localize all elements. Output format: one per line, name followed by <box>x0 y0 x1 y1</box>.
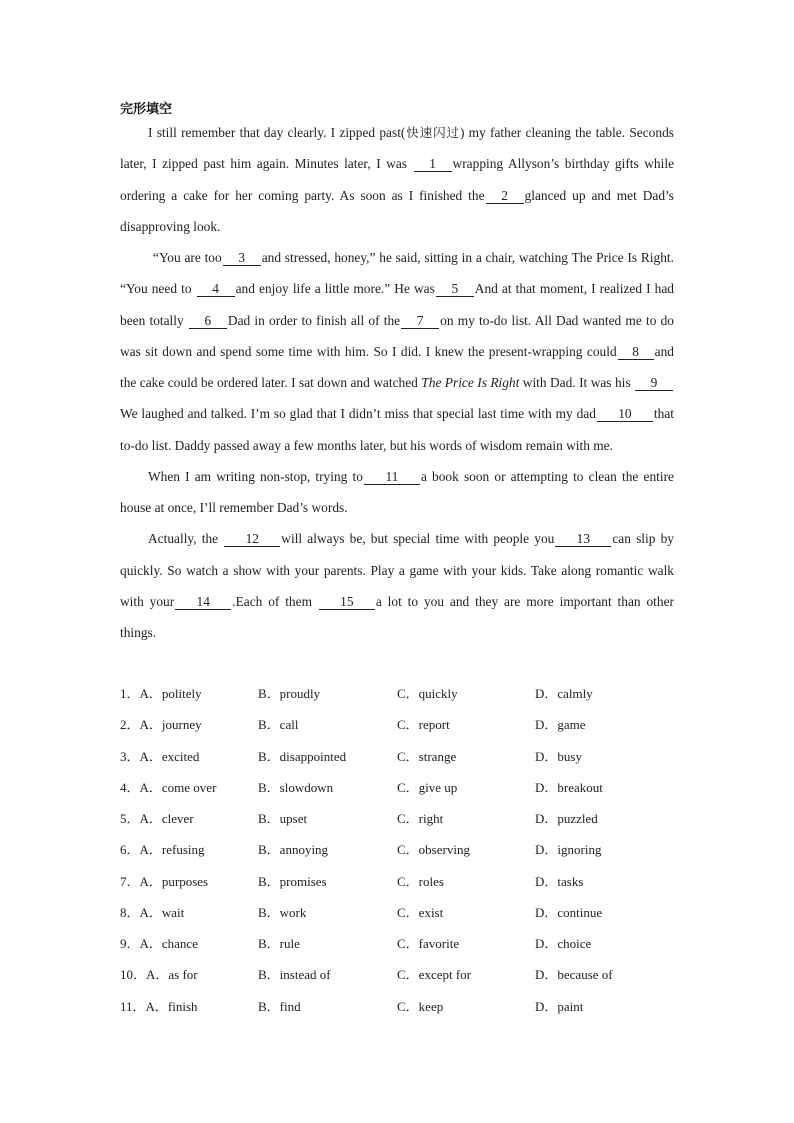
option-a[interactable] <box>120 709 202 740</box>
text-segment: a book soon or attempting to clean the entire house at once, I’ll remember Dad’s words. <box>120 468 674 515</box>
blank-4: 4 <box>197 281 235 297</box>
question-number: 6．A． <box>120 842 162 858</box>
option-c[interactable]: C．report <box>397 717 450 733</box>
option-a-text: wait <box>161 904 185 920</box>
option-b[interactable]: B．annoying <box>258 842 329 858</box>
text-segment: wrapping Allyson’s birthday gifts while ordering a cake for her coming party. As soon as I finished the <box>120 156 675 203</box>
question-number: 10．A． <box>120 967 169 983</box>
option-d[interactable]: D．breakout <box>535 779 603 795</box>
blank-5: 5 <box>436 281 474 297</box>
blank-7: 7 <box>401 313 439 329</box>
text-segment: And at that moment, I realized I had been totally <box>120 281 674 328</box>
text-segment: and enjoy life a little more.” He was <box>235 281 435 297</box>
blank-15: 15 <box>319 594 375 610</box>
option-b[interactable]: B．instead of <box>258 967 331 983</box>
section-heading: 完形填空 <box>120 102 173 117</box>
cloze-passage <box>120 117 674 648</box>
text-segment: ) my father cleaning the table. Seconds later, I zipped past him again. Minutes later, I was <box>120 125 674 172</box>
text-segment: and stressed, honey,” he said, sitting in a chair, watching The Price Is Right. “You need to <box>120 250 674 297</box>
option-c[interactable]: C．favorite <box>397 936 460 951</box>
blank-12: 12 <box>224 531 280 547</box>
paragraph-1 <box>120 117 674 242</box>
option-c[interactable]: C．except for <box>397 967 472 983</box>
paragraph-3 <box>120 461 674 524</box>
text-segment: We laughed and talked. I’m so glad that I didn’t miss that special last time with my dad <box>120 406 596 422</box>
option-c[interactable]: C．roles <box>397 873 444 889</box>
option-c[interactable]: C．keep <box>397 998 444 1014</box>
text-segment: glanced up and met Dad’s disapproving look. <box>120 187 674 234</box>
option-b[interactable]: B．proudly <box>258 686 321 701</box>
blank-8: 8 <box>618 344 654 360</box>
text-segment: on my to-do list. All Dad wanted me to do was sit down and spend some time with him. So I did. I knew the present-wrapping could <box>120 312 674 359</box>
option-a[interactable] <box>120 928 198 959</box>
blank-6: 6 <box>189 313 227 329</box>
blank-11: 11 <box>364 469 420 485</box>
option-b[interactable]: B．find <box>258 998 301 1014</box>
option-b[interactable]: B．slowdown <box>258 779 334 795</box>
blank-2: 2 <box>486 188 524 204</box>
option-a[interactable] <box>120 834 205 865</box>
text-segment: Dad in order to finish all of the <box>227 312 401 328</box>
option-d[interactable]: D．game <box>535 717 586 733</box>
option-c[interactable]: C．observing <box>397 842 470 858</box>
text-segment: “You are too <box>153 250 222 265</box>
option-c[interactable]: C．quickly <box>397 686 458 701</box>
option-a[interactable] <box>120 897 184 928</box>
option-a-text: come over <box>161 779 217 795</box>
option-b[interactable]: B．call <box>258 717 299 733</box>
option-d[interactable]: D．tasks <box>535 873 584 889</box>
option-a[interactable] <box>120 991 198 1022</box>
question-number: 11．A． <box>120 998 168 1014</box>
paragraph-4 <box>120 523 674 648</box>
question-number: 4．A． <box>120 779 162 795</box>
blank-14: 14 <box>175 594 231 610</box>
option-d[interactable]: D．busy <box>535 748 582 764</box>
option-a-text: purposes <box>161 873 209 889</box>
option-a-text: excited <box>161 748 200 764</box>
blank-1: 1 <box>414 156 452 172</box>
option-a[interactable] <box>120 803 194 834</box>
text-segment: can slip by quickly. So watch a show with your parents. Play a game with your kids. Take along romantic walk with your <box>120 531 675 609</box>
question-number: 8．A． <box>120 904 162 920</box>
option-d[interactable]: D．continue <box>535 904 603 920</box>
option-b[interactable]: B．disappointed <box>258 748 347 764</box>
text-segment: When I am writing non-stop, trying to <box>148 468 363 484</box>
option-a[interactable] <box>120 741 199 772</box>
option-d[interactable]: D．puzzled <box>535 811 598 826</box>
option-a-text: refusing <box>161 842 205 858</box>
option-d[interactable]: D．because of <box>535 967 613 983</box>
text-segment: .Each of them <box>232 593 318 609</box>
option-b[interactable]: B．upset <box>258 811 308 826</box>
option-d[interactable]: D．calmly <box>535 686 593 701</box>
text-segment: and the cake could be ordered later. I sat down and watched <box>120 343 674 390</box>
option-a-text: politely <box>161 686 202 701</box>
option-a[interactable] <box>120 959 198 990</box>
question-number: 2．A． <box>120 717 162 733</box>
option-a-text: as for <box>168 967 198 983</box>
question-number: 9．A． <box>120 936 162 951</box>
paragraph-2 <box>120 242 674 461</box>
question-number: 7．A． <box>120 873 162 889</box>
blank-10: 10 <box>597 406 653 422</box>
option-c[interactable]: C．exist <box>397 904 444 920</box>
option-a[interactable] <box>120 772 216 803</box>
option-a-text: clever <box>161 811 194 826</box>
text-segment: will always be, but special time with people you <box>281 531 555 547</box>
option-c[interactable]: C．right <box>397 811 444 826</box>
question-number: 3．A． <box>120 748 162 764</box>
option-a[interactable] <box>120 678 202 709</box>
question-number: 1．A． <box>120 686 162 701</box>
blank-9: 9 <box>635 375 673 391</box>
option-d[interactable]: D．paint <box>535 998 584 1014</box>
option-c[interactable]: C．give up <box>397 779 458 795</box>
option-d[interactable]: D．ignoring <box>535 842 602 858</box>
text-segment: a lot to you and they are more important than other things. <box>120 593 674 640</box>
show-title: The Price Is Right <box>421 375 520 390</box>
option-b[interactable]: B．work <box>258 904 307 920</box>
text-segment: Actually, the <box>148 531 224 547</box>
text-segment: I still remember that day clearly. I zipped past( <box>148 125 406 140</box>
option-a[interactable] <box>120 866 208 897</box>
option-c[interactable]: C．strange <box>397 748 457 764</box>
text-segment: that to-do list. Daddy passed away a few months later, but his words of wisdom remain with me. <box>120 406 674 453</box>
text-segment: with Dad. It was his <box>519 375 634 390</box>
option-b[interactable]: B．rule <box>258 936 300 951</box>
option-a-text: finish <box>167 998 198 1014</box>
option-d[interactable]: D．choice <box>535 936 592 951</box>
option-a-text: chance <box>161 936 198 951</box>
option-a-text: journey <box>161 717 202 733</box>
question-number: 5．A． <box>120 811 162 826</box>
chinese-gloss: 快速闪过 <box>405 125 460 140</box>
option-b[interactable]: B．promises <box>258 873 327 889</box>
blank-13: 13 <box>555 531 611 547</box>
blank-3: 3 <box>223 250 261 266</box>
